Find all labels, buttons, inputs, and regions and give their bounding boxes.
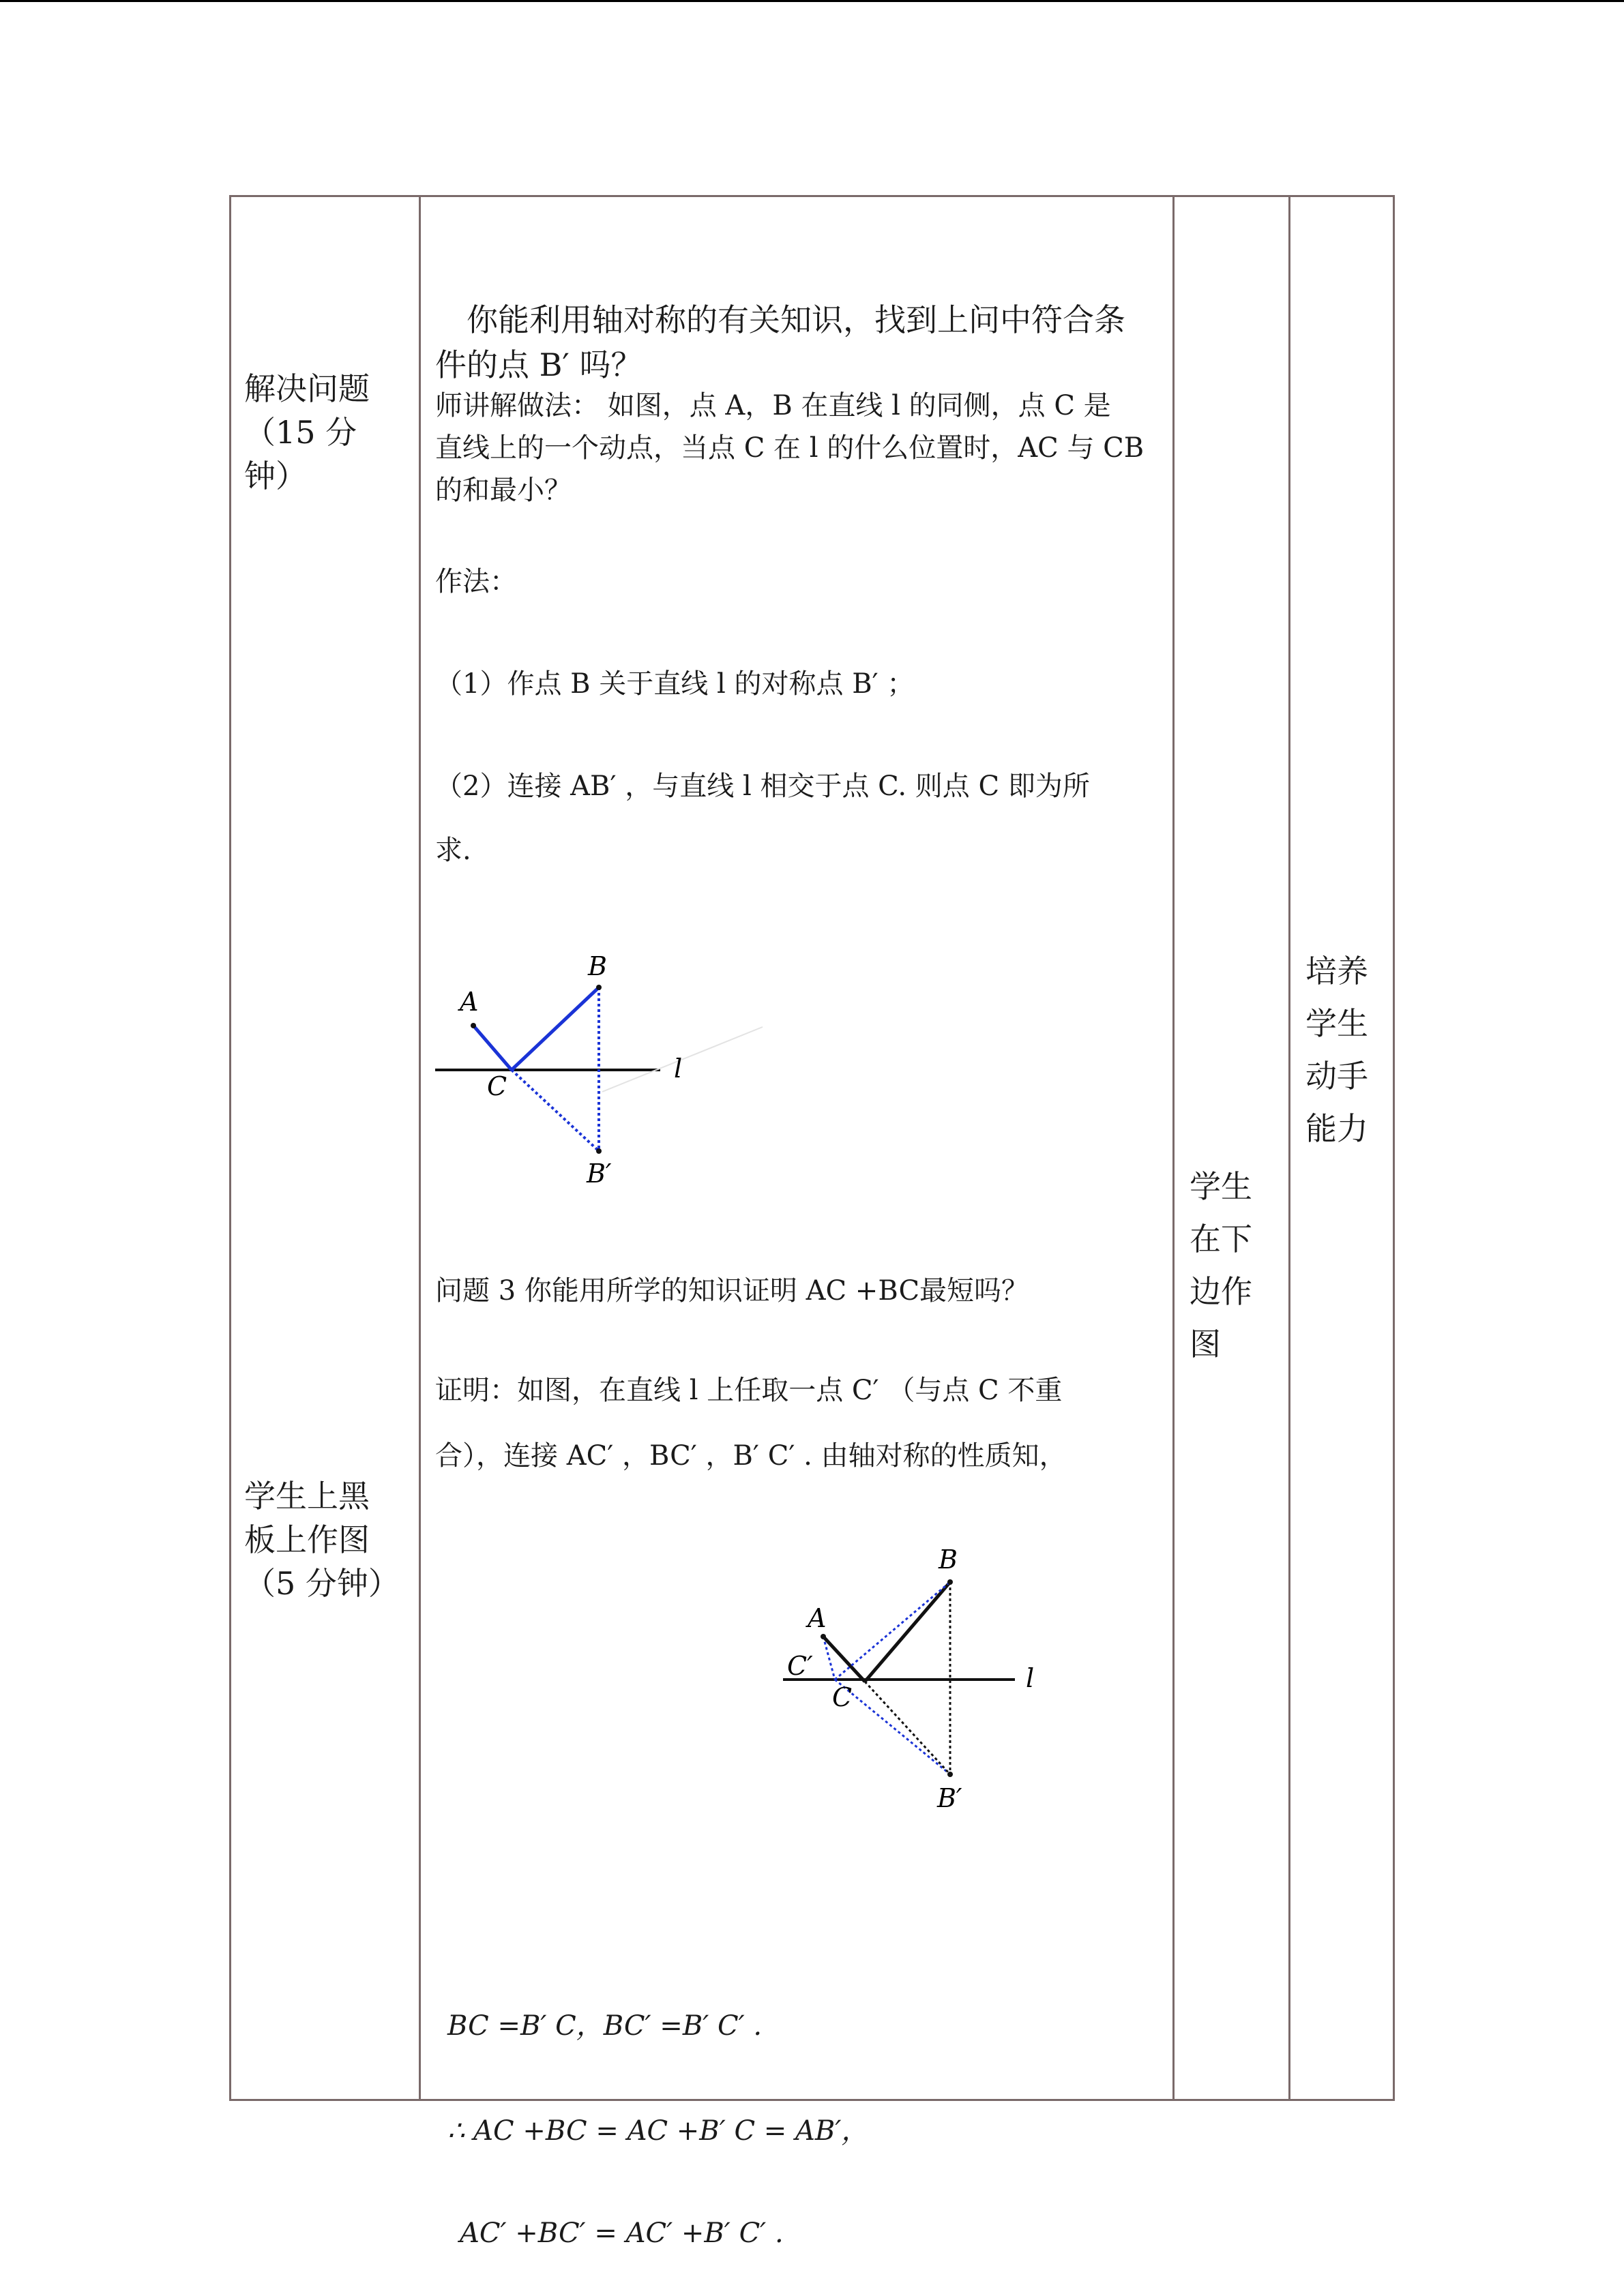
teacher-explanation-line: 直线上的一个动点，当点 C 在 l 的什么位置时，AC 与 CB bbox=[435, 432, 1145, 464]
point-a bbox=[471, 1023, 476, 1028]
design-intent-line: 培养 bbox=[1305, 953, 1368, 989]
segment-cbprime bbox=[865, 1682, 950, 1774]
segment-cb bbox=[865, 1582, 950, 1682]
label-l: l bbox=[674, 1054, 683, 1084]
label-bprime: B′ bbox=[937, 1783, 962, 1813]
label-c: C bbox=[487, 1071, 507, 1101]
label-l: l bbox=[1026, 1663, 1035, 1693]
label-bprime: B′ bbox=[587, 1159, 612, 1189]
section-label-board bbox=[244, 1474, 401, 1605]
table-right-border bbox=[1393, 195, 1395, 2101]
section-label-line: 学生上黑 bbox=[244, 1478, 370, 1515]
student-activity bbox=[1190, 1161, 1252, 1371]
teacher-explanation-line: 师讲解做法： 如图，点 A，B 在直线 l 的同侧，点 C 是 bbox=[435, 390, 1111, 421]
point-bprime bbox=[947, 1772, 953, 1777]
question-3: 问题 3 你能用所学的知识证明 AC +BC最短吗？ bbox=[435, 1275, 1029, 1307]
point-a bbox=[821, 1634, 826, 1639]
method-label: 作法： bbox=[435, 566, 517, 597]
question-line: 件的点 B′ 吗？ bbox=[435, 346, 643, 383]
design-intent-line: 动手 bbox=[1305, 1058, 1368, 1094]
section-label-line: 板上作图 bbox=[244, 1521, 370, 1558]
column-divider-3 bbox=[1288, 195, 1290, 2101]
point-b bbox=[947, 1579, 953, 1585]
method-step-1: （1）作点 B 关于直线 l 的对称点 B′ ； bbox=[435, 668, 915, 700]
student-activity-line: 在下 bbox=[1190, 1221, 1252, 1257]
segment-cprimebprime bbox=[835, 1680, 950, 1774]
label-b: B bbox=[939, 1545, 958, 1575]
point-bprime bbox=[596, 1148, 602, 1154]
segment-cprimeb bbox=[835, 1582, 950, 1680]
label-cprime: C′ bbox=[787, 1651, 813, 1681]
point-b bbox=[596, 985, 602, 990]
label-a: A bbox=[460, 987, 479, 1017]
label-c: C bbox=[832, 1682, 853, 1712]
design-intent-line: 学生 bbox=[1305, 1005, 1368, 1042]
section-label-line: （15 分 bbox=[244, 414, 357, 451]
method-step-2-cont: 求. bbox=[435, 835, 471, 866]
column-divider-1 bbox=[419, 195, 421, 2101]
label-a: A bbox=[808, 1603, 827, 1633]
design-intent-line: 能力 bbox=[1305, 1110, 1368, 1147]
label-b: B bbox=[588, 951, 607, 981]
segment-cb bbox=[512, 987, 599, 1070]
teacher-explanation-line: 的和最小？ bbox=[435, 475, 572, 506]
symmetry-figure-2 bbox=[783, 1545, 1069, 1832]
section-label-line: 钟） bbox=[244, 458, 307, 494]
table-left-border bbox=[229, 195, 231, 2101]
column-divider-2 bbox=[1172, 195, 1175, 2101]
student-activity-line: 图 bbox=[1190, 1326, 1221, 1362]
proof-equation-1: BC =B′ C，BC′ =B′ C′ . bbox=[447, 2010, 763, 2042]
section-label-line: 解决问题 bbox=[244, 370, 370, 407]
student-activity-line: 学生 bbox=[1190, 1168, 1252, 1205]
question-line: 你能利用轴对称的有关知识，找到上问中符合条 bbox=[467, 301, 1125, 338]
section-label-line: （5 分钟） bbox=[244, 1565, 400, 1602]
symmetry-figure-1 bbox=[435, 945, 790, 1204]
proof-line: 证明：如图，在直线 l 上任取一点 C′ （与点 C 不重 bbox=[435, 1375, 1063, 1406]
lesson-table bbox=[229, 195, 1395, 2249]
design-intent bbox=[1305, 945, 1368, 1155]
method-step-2: （2）连接 AB′ ，与直线 l 相交于点 C. 则点 C 即为所 bbox=[435, 771, 1090, 802]
section-label-solve bbox=[244, 367, 401, 498]
student-activity-line: 边作 bbox=[1190, 1273, 1252, 1310]
proof-equation-2: ∴ AC +BC = AC +B′ C = AB′， bbox=[447, 2115, 869, 2147]
faint-line bbox=[602, 1027, 763, 1092]
table-bottom-border bbox=[229, 2099, 1395, 2101]
proof-line: 合），连接 AC′ ，BC′ ，B′ C′ . 由轴对称的性质知， bbox=[435, 1440, 1067, 1472]
page-top-border bbox=[0, 0, 1624, 2]
segment-cbprime bbox=[512, 1070, 599, 1151]
segment-ac bbox=[473, 1026, 512, 1070]
proof-equation-3: AC′ +BC′ = AC′ +B′ C′ . bbox=[460, 2218, 784, 2249]
main-content bbox=[435, 195, 1172, 2249]
